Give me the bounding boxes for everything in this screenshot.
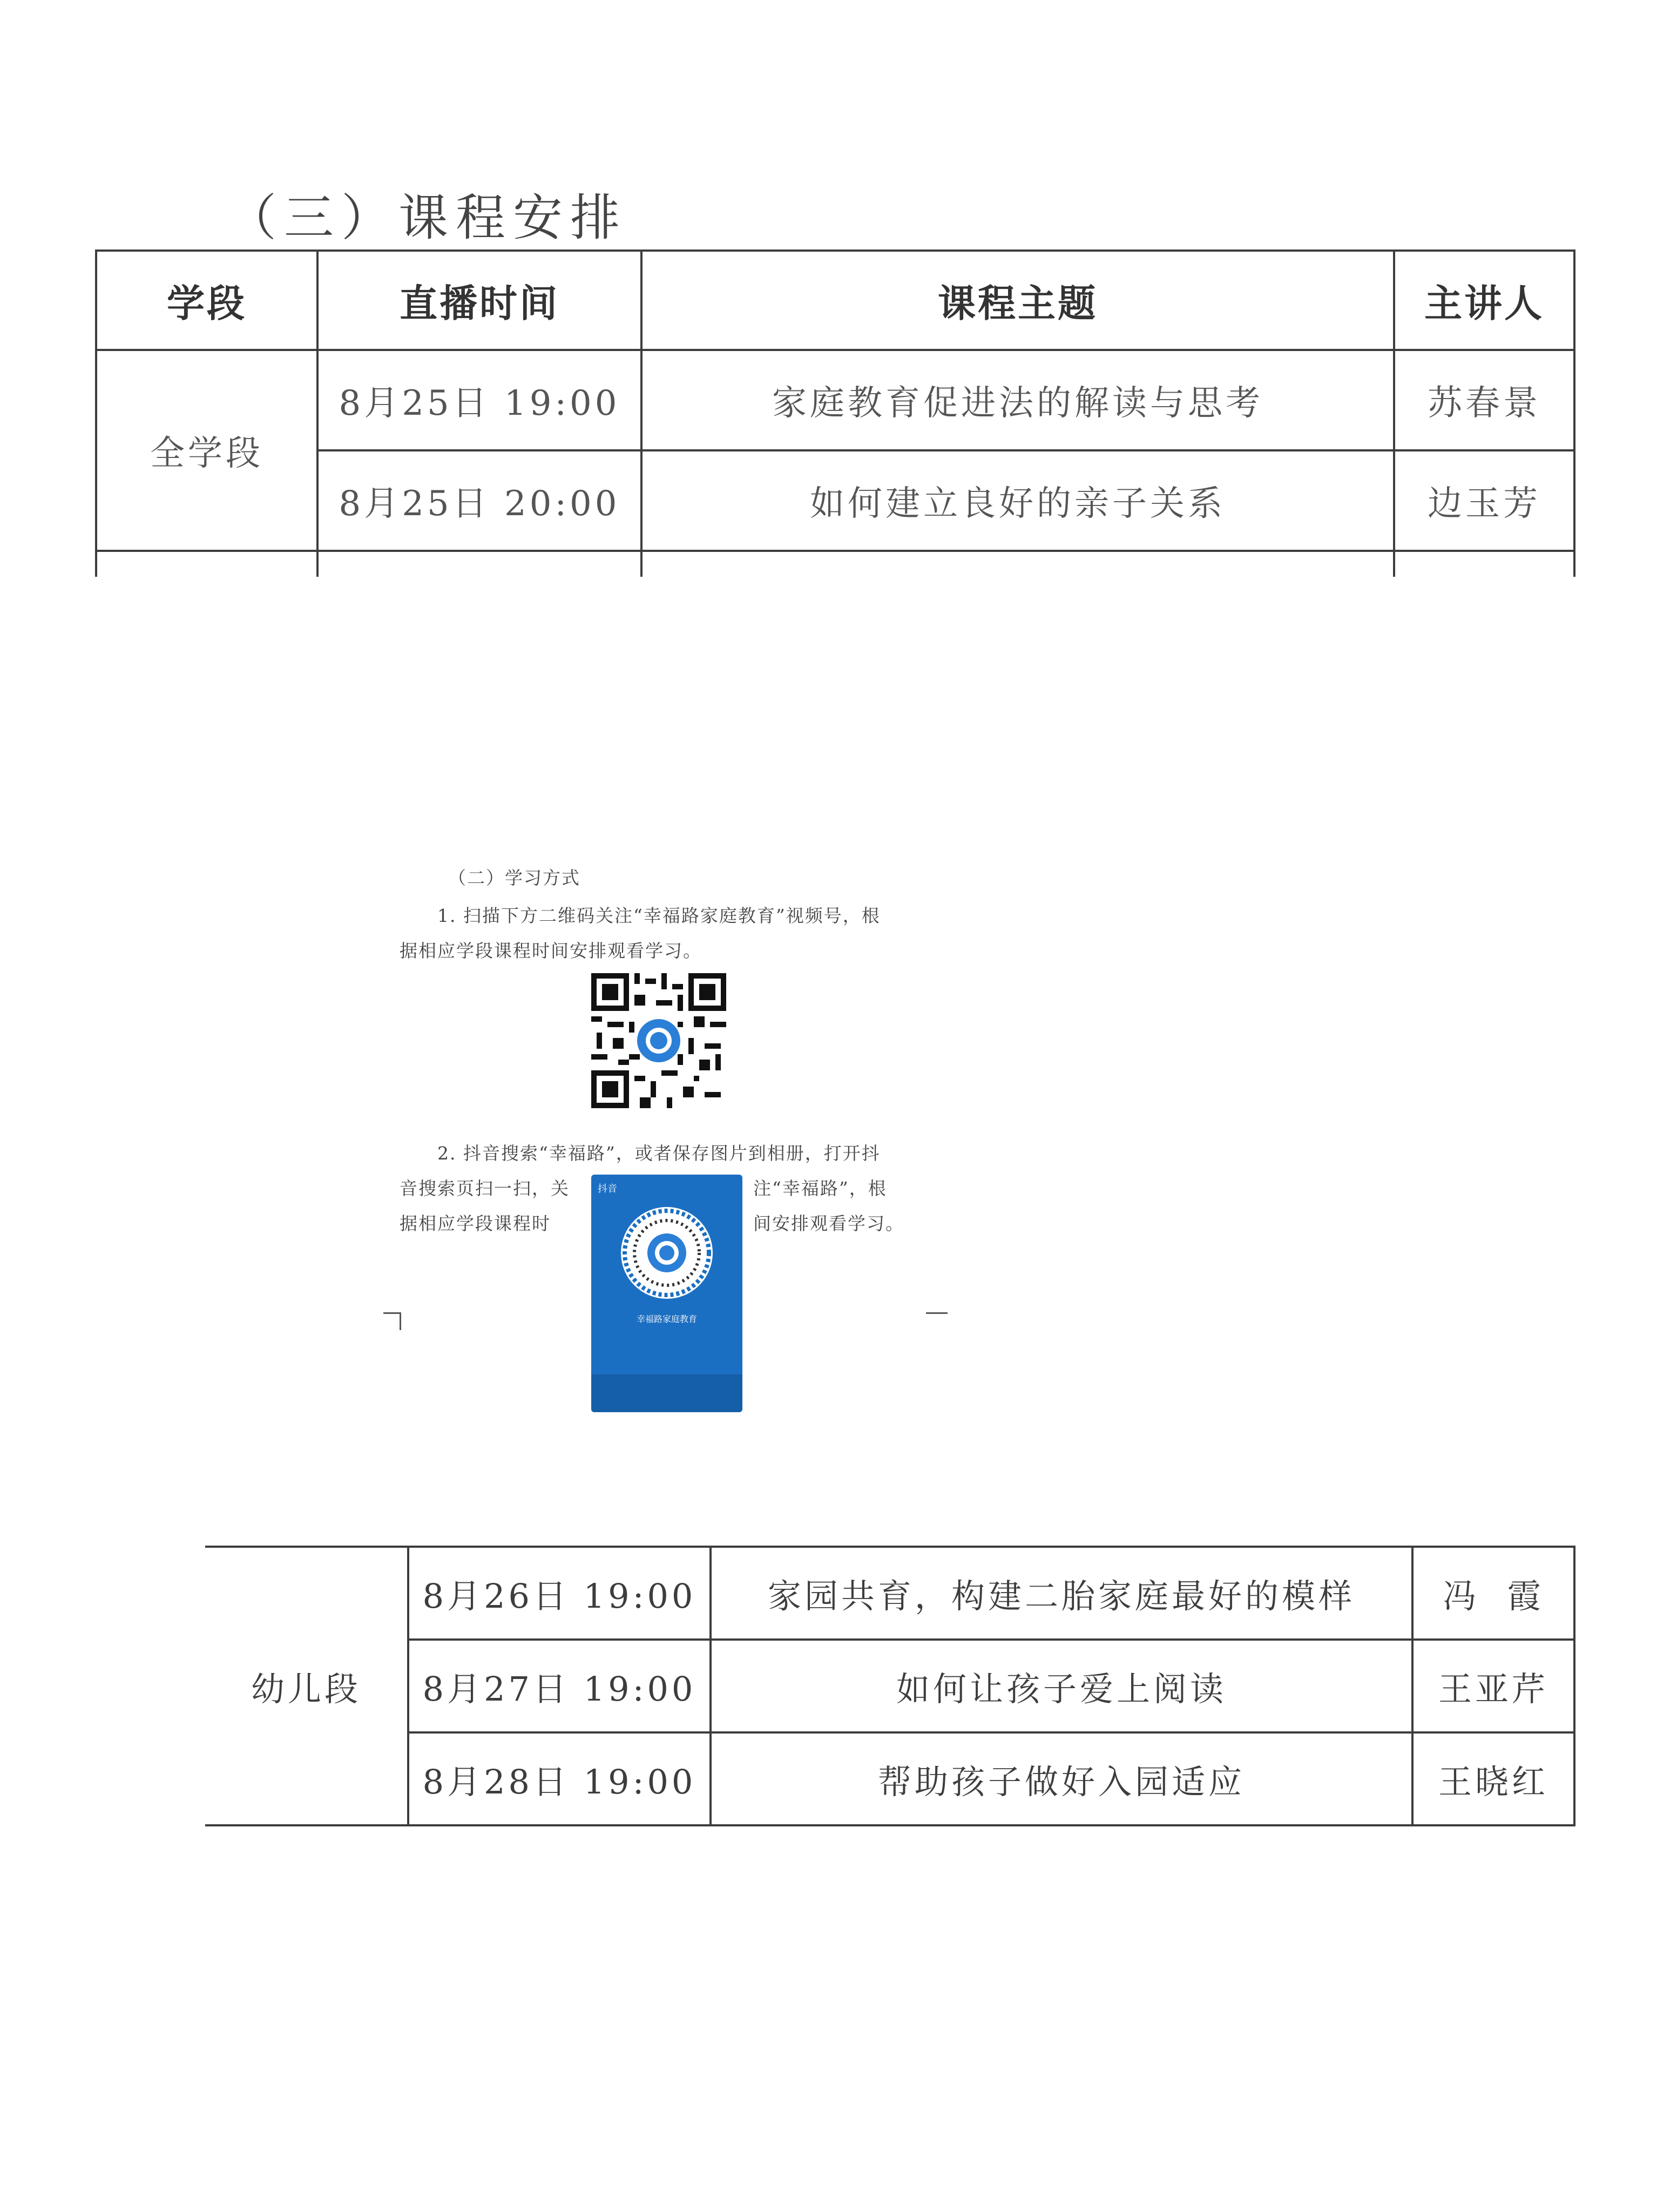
study-method-clipping xyxy=(400,864,950,1415)
crop-mark xyxy=(926,1312,948,1319)
douyin-qr-card xyxy=(591,1175,742,1412)
table-row xyxy=(96,450,1574,551)
time-cell: 8月25日 19:00 xyxy=(317,350,641,450)
item2-line2-right: 注“幸福路”，根 xyxy=(753,1178,887,1199)
stage-cell: 幼儿段 xyxy=(205,1547,408,1825)
douyin-account-name: 幸福路家庭教育 xyxy=(636,1314,697,1324)
table-row xyxy=(96,350,1574,450)
table-row xyxy=(205,1732,1574,1825)
cut-cell xyxy=(96,551,317,577)
topic-cell: 如何建立良好的亲子关系 xyxy=(641,450,1394,551)
header-topic: 课程主题 xyxy=(641,251,1394,350)
item1-line2: 据相应学段课程时间安排观看学习。 xyxy=(400,940,702,961)
cut-cell xyxy=(1394,551,1574,577)
speaker-cell: 王晓红 xyxy=(1412,1732,1574,1825)
topic-cell: 帮助孩子做好入园适应 xyxy=(711,1732,1412,1825)
item2-line3-right: 间安排观看学习。 xyxy=(753,1213,904,1234)
douyin-qr-pattern xyxy=(621,1207,713,1299)
header-speaker: 主讲人 xyxy=(1394,251,1574,350)
item2-line2-left: 音搜索页扫一扫，关 xyxy=(400,1178,570,1199)
stage-cell: 全学段 xyxy=(96,350,317,551)
item1-line1: 1. 扫描下方二维码关注“幸福路家庭教育”视频号，根 xyxy=(437,905,881,926)
item2-line1: 2. 抖音搜索“幸福路”，或者保存图片到相册，打开抖 xyxy=(437,1143,881,1164)
schedule-table-all-stages xyxy=(95,249,1575,577)
qr-code-image xyxy=(591,973,726,1108)
time-cell: 8月25日 20:00 xyxy=(317,450,641,551)
study-method-heading: （二）学习方式 xyxy=(448,867,580,888)
cut-cell xyxy=(317,551,641,577)
header-time: 直播时间 xyxy=(317,251,641,350)
speaker-cell: 冯 霞 xyxy=(1412,1547,1574,1640)
time-cell: 8月27日 19:00 xyxy=(408,1640,711,1732)
crop-mark xyxy=(383,1312,401,1330)
topic-cell: 如何让孩子爱上阅读 xyxy=(711,1640,1412,1732)
douyin-qr-code xyxy=(621,1207,713,1299)
speaker-cell: 苏春景 xyxy=(1394,350,1574,450)
table-row xyxy=(205,1640,1574,1732)
time-cell: 8月26日 19:00 xyxy=(408,1547,711,1640)
douyin-app-label: 抖音 xyxy=(598,1183,617,1195)
schedule-table-preschool xyxy=(205,1546,1575,1826)
table-header-row xyxy=(96,251,1574,350)
item2-line3-left: 据相应学段课程时 xyxy=(400,1213,551,1234)
cut-cell xyxy=(641,551,1394,577)
douyin-card-footer xyxy=(591,1374,742,1412)
topic-cell: 家庭教育促进法的解读与思考 xyxy=(641,350,1394,450)
table-row xyxy=(205,1547,1574,1640)
speaker-cell: 边玉芳 xyxy=(1394,450,1574,551)
time-cell: 8月28日 19:00 xyxy=(408,1732,711,1825)
header-stage: 学段 xyxy=(96,251,317,350)
table-row-cut xyxy=(96,551,1574,577)
speaker-cell: 王亚芹 xyxy=(1412,1640,1574,1732)
section-title: （三）课程安排 xyxy=(227,189,628,247)
topic-cell: 家园共育，构建二胎家庭最好的模样 xyxy=(711,1547,1412,1640)
